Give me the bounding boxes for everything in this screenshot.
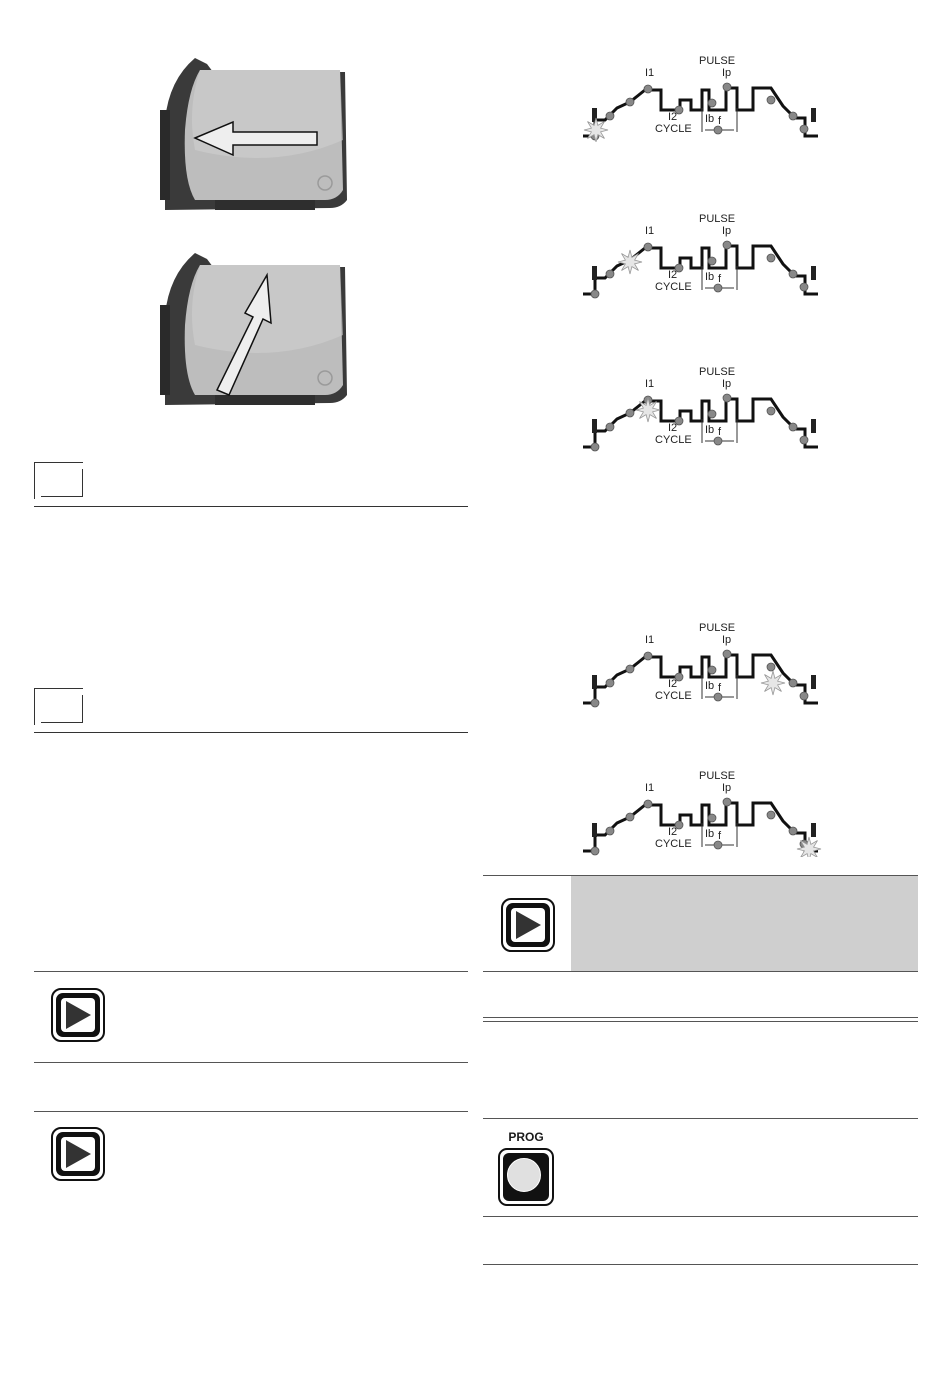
- parameter-dot: [626, 665, 634, 673]
- parameter-dot: [723, 798, 731, 806]
- parameter-dot: [606, 679, 614, 687]
- section-rule-1: [34, 506, 468, 507]
- torch-icon: [811, 266, 816, 280]
- parameter-dot: [606, 112, 614, 120]
- torch-icon: [592, 266, 597, 280]
- section-rule-2: [34, 732, 468, 733]
- parameter-dot: [789, 270, 797, 278]
- label-cycle: CYCLE: [655, 838, 692, 850]
- parameter-dot: [644, 652, 652, 660]
- pulse-waveform: [583, 246, 818, 294]
- label-cycle: CYCLE: [655, 281, 692, 293]
- parameter-dot: [767, 407, 775, 415]
- parameter-dot: [708, 99, 716, 107]
- starburst-icon: [636, 398, 660, 422]
- pulse-diagram-2: [575, 210, 825, 300]
- torch-icon: [811, 419, 816, 433]
- parameter-dot: [606, 827, 614, 835]
- pulse-diagram-4: [575, 619, 825, 709]
- parameter-dot: [606, 270, 614, 278]
- prog-rule-mid: [483, 1216, 918, 1217]
- pulse-diagram-1: [575, 52, 825, 142]
- torch-icon: [811, 675, 816, 689]
- parameter-dot: [714, 437, 722, 445]
- parameter-dot: [714, 693, 722, 701]
- label-pulse: PULSE: [699, 366, 736, 378]
- label-f: f: [718, 682, 722, 694]
- note-rule-top-1: [34, 971, 468, 972]
- parameter-dot: [591, 847, 599, 855]
- torch-icon: [811, 823, 816, 837]
- label-cycle: CYCLE: [655, 123, 692, 135]
- label-ip: Ip: [722, 225, 732, 237]
- label-ib: Ib: [705, 828, 715, 840]
- label-ib: Ib: [705, 113, 715, 125]
- parameter-dot: [644, 243, 652, 251]
- torch-icon: [592, 823, 597, 837]
- parameter-dot: [626, 409, 634, 417]
- torch-icon: [811, 108, 816, 122]
- parameter-dot: [708, 410, 716, 418]
- note-rule-top-2: [34, 1111, 468, 1112]
- label-i1: I1: [645, 67, 655, 79]
- label-ip: Ip: [722, 67, 732, 79]
- parameter-dot: [767, 811, 775, 819]
- double-rule-b: [483, 1021, 918, 1022]
- pulse-waveform: [583, 803, 818, 851]
- label-ip: Ip: [722, 378, 732, 390]
- parameter-dot: [789, 112, 797, 120]
- parameter-dot: [626, 98, 634, 106]
- parameter-dot: [800, 692, 808, 700]
- label-ip: Ip: [722, 782, 732, 794]
- label-i2: I2: [668, 826, 678, 838]
- torch-icon: [592, 675, 597, 689]
- parameter-dot: [723, 650, 731, 658]
- label-i2: I2: [668, 422, 678, 434]
- parameter-dot: [591, 290, 599, 298]
- parameter-dot: [714, 841, 722, 849]
- note-panel-gray: [571, 876, 918, 971]
- prog-label: PROG: [508, 1130, 544, 1144]
- label-pulse: PULSE: [699, 55, 736, 67]
- label-i1: I1: [645, 634, 655, 646]
- label-cycle: CYCLE: [655, 690, 692, 702]
- parameter-dot: [708, 257, 716, 265]
- starburst-icon: [797, 837, 821, 857]
- prog-button[interactable]: [498, 1148, 554, 1206]
- label-pulse: PULSE: [699, 622, 736, 634]
- label-i1: I1: [645, 378, 655, 390]
- starburst-icon: [618, 250, 642, 274]
- label-i1: I1: [645, 225, 655, 237]
- section-marker-1: [34, 462, 83, 499]
- label-ib: Ib: [705, 680, 715, 692]
- parameter-dot: [714, 284, 722, 292]
- parameter-dot: [644, 800, 652, 808]
- label-i2: I2: [668, 111, 678, 123]
- parameter-dot: [789, 827, 797, 835]
- device-image-arrow-left: [155, 50, 350, 215]
- parameter-dot: [800, 283, 808, 291]
- prog-rule-bottom: [483, 1264, 918, 1265]
- parameter-dot: [708, 666, 716, 674]
- label-ib: Ib: [705, 424, 715, 436]
- parameter-dot: [723, 394, 731, 402]
- label-f: f: [718, 830, 722, 842]
- parameter-dot: [800, 125, 808, 133]
- pulse-diagram-5: [575, 767, 825, 857]
- play-button-3[interactable]: [501, 898, 555, 952]
- starburst-icon: [761, 671, 785, 695]
- section-marker-2: [34, 688, 83, 725]
- parameter-dot: [591, 699, 599, 707]
- panel-rule-bottom: [483, 971, 918, 972]
- parameter-dot: [767, 96, 775, 104]
- label-i2: I2: [668, 269, 678, 281]
- label-f: f: [718, 273, 722, 285]
- label-ib: Ib: [705, 271, 715, 283]
- parameter-dot: [789, 423, 797, 431]
- parameter-dot: [626, 813, 634, 821]
- label-i1: I1: [645, 782, 655, 794]
- pulse-diagram-3: [575, 363, 825, 453]
- label-f: f: [718, 115, 722, 127]
- pulse-waveform: [583, 88, 818, 136]
- parameter-dot: [714, 126, 722, 134]
- parameter-dot: [644, 85, 652, 93]
- parameter-dot: [723, 83, 731, 91]
- label-pulse: PULSE: [699, 770, 736, 782]
- parameter-dot: [606, 423, 614, 431]
- label-cycle: CYCLE: [655, 434, 692, 446]
- parameter-dot: [591, 443, 599, 451]
- torch-icon: [592, 419, 597, 433]
- label-i2: I2: [668, 678, 678, 690]
- parameter-dot: [789, 679, 797, 687]
- note-rule-bottom-1: [34, 1062, 468, 1063]
- parameter-dot: [800, 436, 808, 444]
- parameter-dot: [767, 663, 775, 671]
- play-button-2[interactable]: [51, 1127, 105, 1181]
- parameter-dot: [767, 254, 775, 262]
- prog-circle-icon: [507, 1158, 541, 1192]
- parameter-dot: [708, 814, 716, 822]
- pulse-waveform: [583, 655, 818, 703]
- double-rule-a: [483, 1017, 918, 1018]
- play-button-1[interactable]: [51, 988, 105, 1042]
- parameter-dot: [723, 241, 731, 249]
- pulse-waveform: [583, 399, 818, 447]
- starburst-icon: [584, 118, 608, 142]
- prog-rule-top: [483, 1118, 918, 1119]
- device-image-arrow-up: [155, 245, 350, 410]
- label-ip: Ip: [722, 634, 732, 646]
- label-f: f: [718, 426, 722, 438]
- label-pulse: PULSE: [699, 213, 736, 225]
